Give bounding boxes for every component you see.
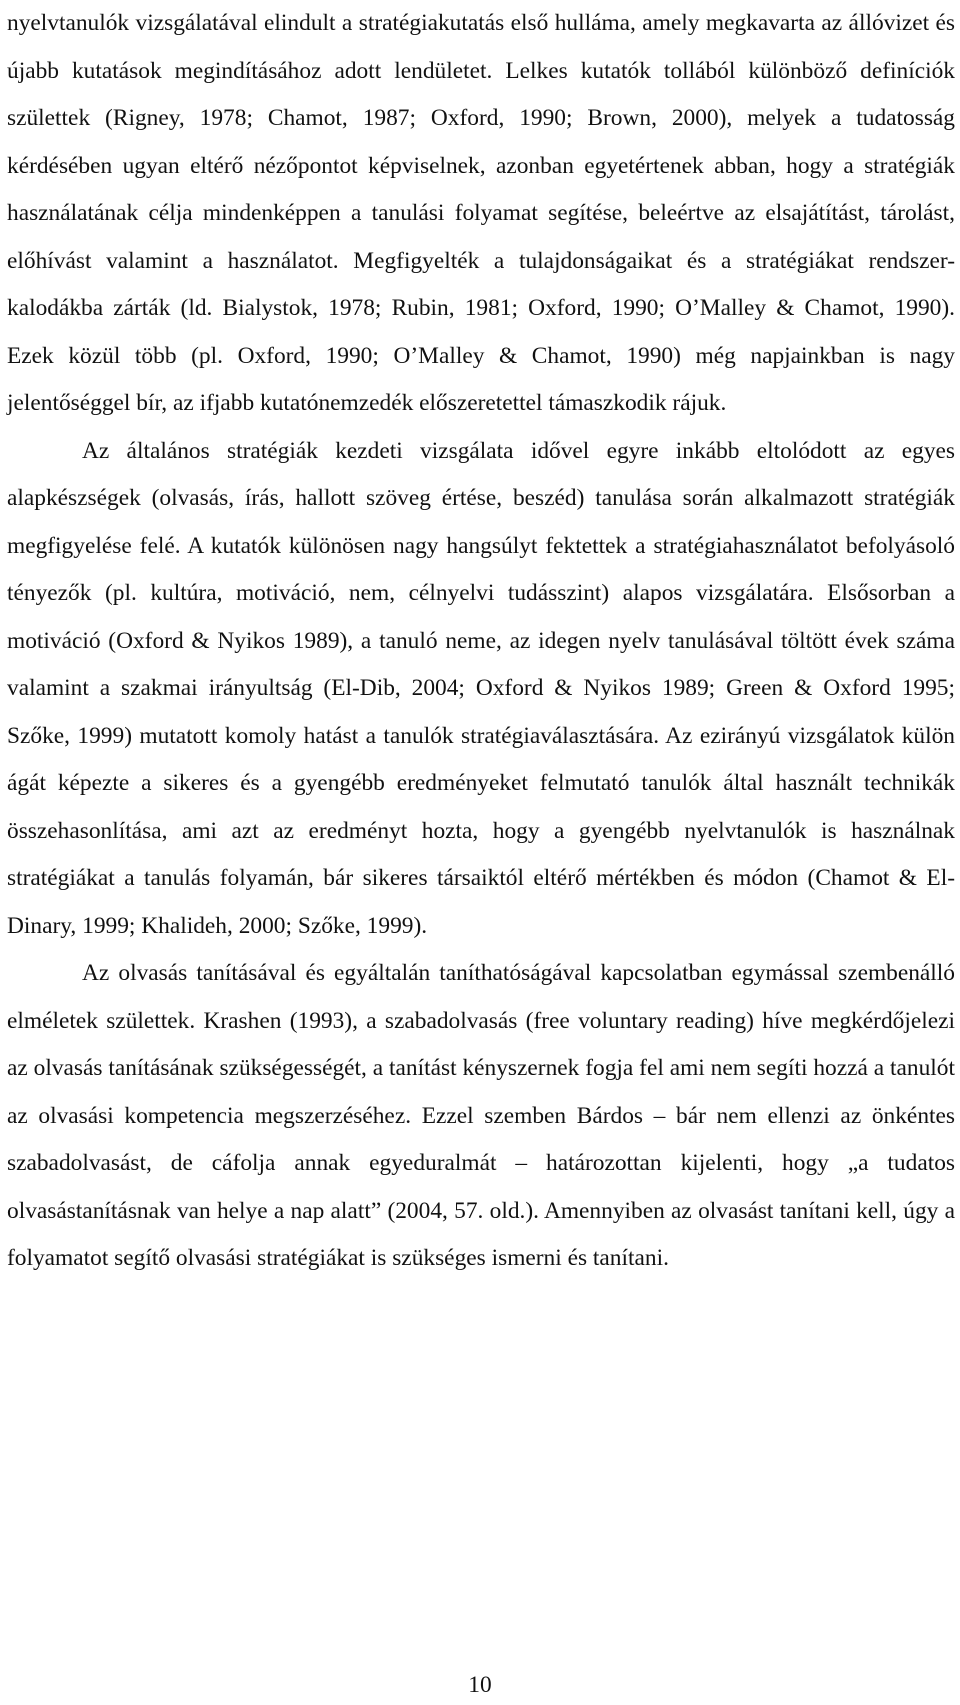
page-number: 10	[468, 1672, 492, 1698]
paragraph-skill-strategies: Az általános stratégiák kezdeti vizsgálata idővel egyre inkább eltolódott az egyes alapkészségek (olvasás, írás, hallott szöveg értése, beszéd) tanulása során alkalmazott stratégiák megfigyelése felé. A kutatók különösen nagy hangsúlyt fektettek a stratégiahasználatot befolyásoló tényezők (pl. kultúra, motiváció, nem, célnyelvi tudásszint) alapos vizsgálatára. Elsősorban a motiváció (Oxford & Nyikos 1989), a tanuló neme, az idegen nyelv tanulásával töltött évek száma valamint a szakmai irányultság (El-Dib, 2004; Oxford & Nyikos 1989; Green & Oxford 1995; Szőke, 1999) mutatott komoly hatást a tanulók stratégiaválasztására. Az ezirányú vizsgálatok külön ágát képezte a sikeres és a gyengébb eredményeket felmutató tanulók által használt technikák összehasonlítása, ami azt az eredményt hozta, hogy a gyengébb nyelvtanulók is használnak stratégiákat a tanulás folyamán, bár sikeres társaiktól eltérő mértékben és módon (Chamot & El-Dinary, 1999; Khalideh, 2000; Szőke, 1999).	[7, 437, 955, 939]
body-text	[7, 0, 955, 1283]
paragraph-reading-instruction: Az olvasás tanításával és egyáltalán taníthatóságával kapcsolatban egymással szembenálló elméletek születtek. Krashen (1993), a szabadolvasás (free voluntary reading) híve megkérdőjelezi az olvasás tanításának szükségességét, a tanítást kényszernek fogja fel ami nem segíti hozzá a tanulót az olvasási kompetencia megszerzéséhez. Ezzel szemben Bárdos – bár nem ellenzi az önkéntes szabadolvasást, de cáfolja annak egyeduralmát – határozottan kijelenti, hogy „a tudatos olvasástanításnak van helye a nap alatt” (2004, 57. old.). Amennyiben az olvasást tanítani kell, úgy a folyamatot segítő olvasási stratégiákat is szükséges ismerni és tanítani.	[7, 960, 955, 1271]
paragraph-strategy-research-intro: nyelvtanulók vizsgálatával elindult a stratégiakutatás első hulláma, amely megkavarta az állóvizet és újabb kutatások megindításához adott lendületet. Lelkes kutatók tollából különböző definíciók születtek (Rigney, 1978; Chamot, 1987; Oxford, 1990; Brown, 2000), melyek a tudatosság kérdésében ugyan eltérő nézőpontot képviselnek, azonban egyetértenek abban, hogy a stratégiák használatának célja mindenképpen a tanulási folyamat segítése, beleértve az elsajátítást, tárolást, előhívást valamint a használatot. Megfigyelték a tulajdonságaikat és a stratégiákat rendszer-kalodákba zárták (ld. Bialystok, 1978; Rubin, 1981; Oxford, 1990; O’Malley & Chamot, 1990). Ezek közül több (pl. Oxford, 1990; O’Malley & Chamot, 1990) még napjainkban is nagy jelentőséggel bír, az ifjabb kutatónemzedék előszeretettel támaszkodik rájuk.	[7, 10, 955, 416]
